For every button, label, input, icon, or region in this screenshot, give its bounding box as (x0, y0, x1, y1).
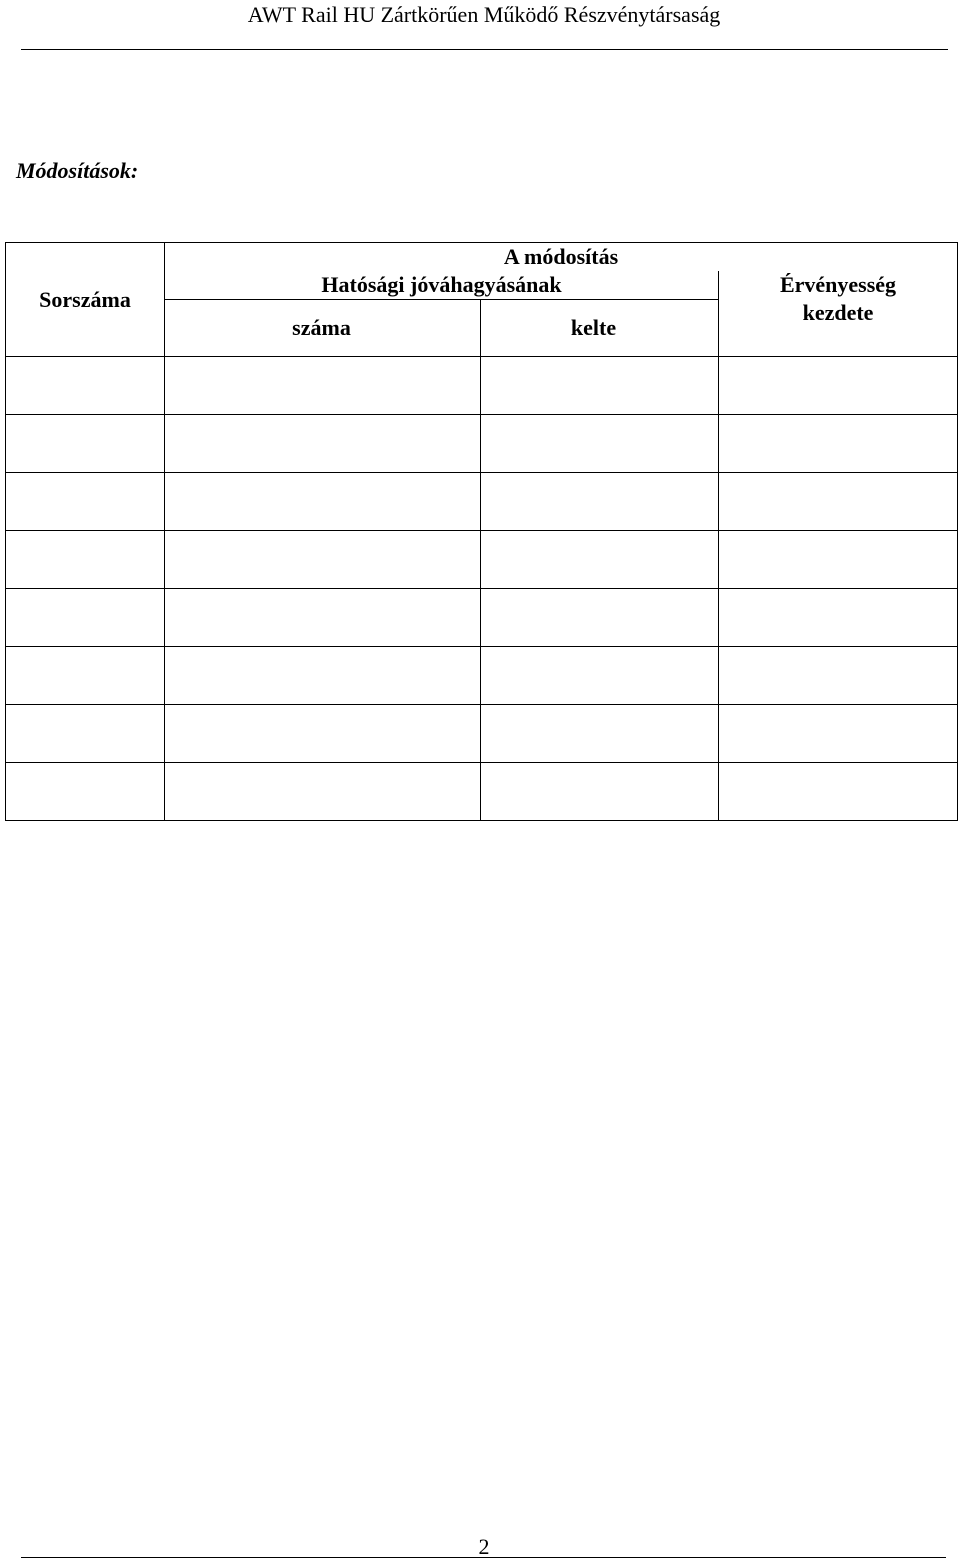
cell-sorszama (6, 415, 165, 473)
cell-kelte (481, 589, 719, 647)
cell-szama (165, 589, 481, 647)
table-row (6, 531, 958, 589)
header-rule (21, 49, 948, 50)
cell-kelte (481, 473, 719, 531)
cell-szama (165, 531, 481, 589)
cell-ervenyesseg (719, 705, 958, 763)
section-title: Módosítások: (16, 158, 139, 183)
cell-ervenyesseg (719, 357, 958, 415)
cell-ervenyesseg (719, 589, 958, 647)
cell-ervenyesseg (719, 415, 958, 473)
cell-szama (165, 415, 481, 473)
cell-szama (165, 705, 481, 763)
footer-rule (21, 1557, 946, 1558)
header-subgroup-title: Hatósági jóváhagyásának (165, 271, 719, 300)
table-row (6, 763, 958, 821)
header-sorszama: Sorszáma (6, 243, 165, 357)
cell-kelte (481, 647, 719, 705)
page-number: 2 (478, 1534, 490, 1559)
header-ervenyesseg: Érvényesség kezdete (719, 271, 958, 357)
table-row (6, 473, 958, 531)
table-row (6, 357, 958, 415)
modifications-table (5, 242, 958, 821)
table-row (6, 589, 958, 647)
cell-szama (165, 473, 481, 531)
cell-sorszama (6, 531, 165, 589)
cell-sorszama (6, 705, 165, 763)
cell-sorszama (6, 589, 165, 647)
cell-kelte (481, 531, 719, 589)
cell-kelte (481, 357, 719, 415)
table-row (6, 705, 958, 763)
header-company-name: AWT Rail HU Zártkörűen Működő Részvénytársaság (247, 2, 721, 27)
cell-ervenyesseg (719, 647, 958, 705)
header-row-1 (6, 243, 958, 272)
table-row (6, 415, 958, 473)
header-kelte: kelte (481, 300, 719, 357)
header-szama: száma (165, 300, 481, 357)
cell-kelte (481, 763, 719, 821)
cell-ervenyesseg (719, 763, 958, 821)
cell-szama (165, 647, 481, 705)
cell-ervenyesseg (719, 531, 958, 589)
cell-kelte (481, 415, 719, 473)
cell-kelte (481, 705, 719, 763)
header-group-title: A módosítás (165, 243, 958, 272)
cell-szama (165, 357, 481, 415)
cell-sorszama (6, 357, 165, 415)
cell-sorszama (6, 647, 165, 705)
table-row (6, 647, 958, 705)
cell-ervenyesseg (719, 473, 958, 531)
cell-sorszama (6, 763, 165, 821)
cell-sorszama (6, 473, 165, 531)
cell-szama (165, 763, 481, 821)
